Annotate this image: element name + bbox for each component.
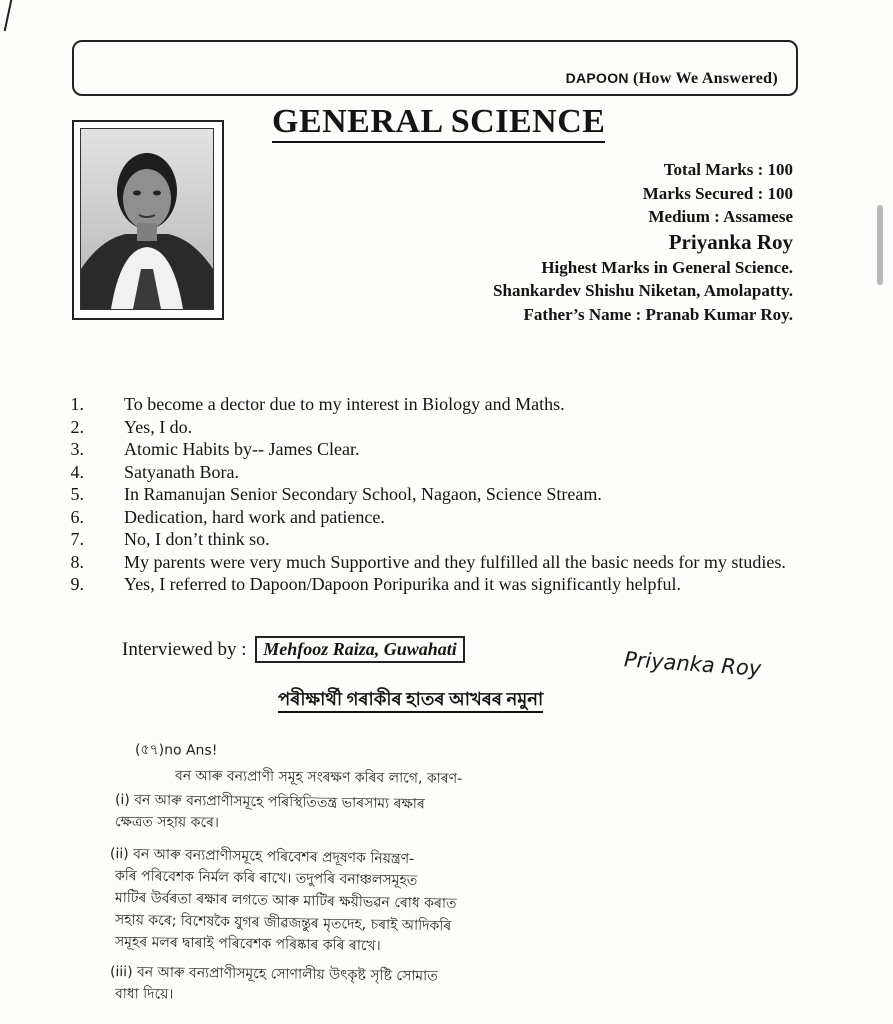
interviewer-name: Mehfooz Raiza, Guwahati	[255, 636, 465, 663]
handwriting-line: বন আৰু বন্যপ্ৰাণী সমূহ সংৰক্ষণ কৰিব লাগে, কাৰণ-	[174, 768, 463, 788]
handwriting-line: (ii) বন আৰু বন্যপ্ৰাণীসমূহে পৰিবেশৰ প্ৰদূষণক নিয়ন্ত্ৰণ-	[109, 846, 415, 868]
answer-text: In Ramanujan Senior Secondary School, Nagaon, Science Stream.	[124, 484, 602, 504]
photo-image	[80, 128, 214, 310]
answer-number: 2.	[70, 416, 84, 437]
handwriting-line: সহায় কৰে; বিশেষকৈ যুগৰ জীৱজন্তুৰ মৃতদেহ, চৰাই আদিকৰি	[114, 912, 452, 935]
scrollbar-thumb[interactable]	[877, 205, 883, 285]
marks-secured: Marks Secured : 100	[642, 183, 793, 203]
handwriting-line: সমূহৰ মলৰ দ্বাৰাই পৰিবেশক পৰিষ্কাৰ কৰি ৰাখে।	[114, 934, 381, 955]
answer-text: Yes, I referred to Dapoon/Dapoon Poripurika and it was significantly helpful.	[124, 574, 682, 594]
handwriting-line: কৰি পৰিবেশক নিৰ্মল কৰি ৰাখে। তদুপৰি বনাঞ্চলসমূহত	[114, 868, 418, 889]
student-name: Priyanka Roy	[668, 229, 793, 254]
interview-label: Interviewed by :	[122, 639, 247, 660]
handwriting-sample-heading: পৰীক্ষাৰ্থী গৰাকীৰ হাতৰ আখৰৰ নমুনা	[278, 687, 543, 713]
page-edge-mark	[0, 0, 14, 31]
portrait-illustration	[81, 129, 213, 309]
handwriting-line: বাধা দিয়ে।	[114, 986, 174, 1003]
answer-text: Satyanath Bora.	[124, 461, 239, 482]
answer-text: My parents were very much Supportive and they fulfilled all the basic needs for my studies.	[124, 551, 786, 572]
achievement: Highest Marks in General Science.	[541, 257, 793, 277]
answer-number: 4.	[70, 461, 84, 482]
answer-number: 5.	[70, 484, 84, 504]
handwriting-line: (৫৭)no Ans!	[134, 742, 218, 759]
handwriting-line: (i) বন আৰু বন্যপ্ৰাণীসমূহে পৰিস্থিতিতন্ত্ৰ ভাৰসাম্য ৰক্ষাৰ	[114, 792, 425, 813]
student-info	[493, 158, 793, 326]
answer-text: Atomic Habits by-- James Clear.	[124, 439, 360, 459]
father-name: Father’s Name : Pranab Kumar Roy.	[523, 304, 793, 324]
student-photo	[72, 120, 224, 320]
handwriting-line: মাটিৰ উৰ্বৰতা ৰক্ষাৰ লগতে আৰু মাটিৰ ক্ষয়ীভৱন ৰোধ কৰাত	[114, 890, 457, 912]
handwriting-line: (iii) বন আৰু বন্যপ্ৰাণীসমূহে সোণালীয় উৎকৃষ্ট সৃষ্টি সোমাত	[109, 964, 438, 985]
header-brand: DAPOON	[565, 70, 629, 86]
answer-number: 8.	[70, 551, 84, 572]
medium: Medium : Assamese	[648, 207, 793, 226]
total-marks: Total Marks : 100	[663, 160, 793, 179]
student-signature: Priyanka Roy	[623, 647, 762, 681]
header-label	[566, 70, 778, 88]
answer-number: 7.	[70, 529, 84, 549]
header-banner	[72, 40, 798, 96]
answer-text: Dedication, hard work and patience.	[124, 506, 385, 527]
interview-credit	[122, 636, 465, 663]
header-subtitle: (How We Answered)	[633, 70, 778, 87]
answer-number: 9.	[70, 574, 84, 594]
handwriting-line: ক্ষেত্ৰত সহায় কৰে।	[114, 814, 220, 831]
answer-number: 1.	[70, 394, 84, 414]
answer-number: 3.	[70, 439, 84, 459]
page-title: GENERAL SCIENCE	[272, 103, 605, 143]
answer-text: To become a dector due to my interest in Biology and Maths.	[124, 394, 565, 414]
school-name: Shankardev Shishu Niketan, Amolapatty.	[493, 281, 793, 300]
handwriting-sample	[105, 738, 805, 1008]
answer-number: 6.	[70, 506, 84, 527]
answer-text: Yes, I do.	[124, 416, 193, 437]
answer-text: No, I don’t think so.	[124, 529, 270, 549]
